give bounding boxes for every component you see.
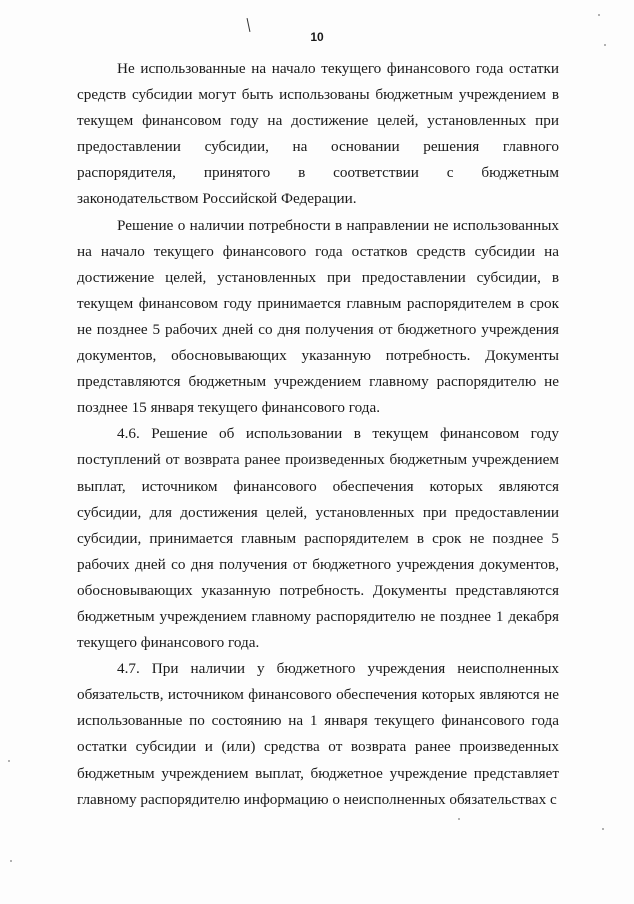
page-number: 10 — [310, 30, 324, 44]
paragraph-section-4-7: 4.7. При наличии у бюджетного учреждения неисполненных обязательств, источником финансового обеспечения которых являются не использованные по состоянию на 1 января текущего финансового года остатки субсидии и (или) средства от возврата ранее произведенных бюджетным учреждением выплат, бюджетное учреждение представляет главному распорядителю информацию о неисполненных обязательствах с — [77, 660, 559, 808]
paragraph-need-decision: Решение о наличии потребности в направлении не использованных на начало текущего финансового года остатков средств субсидии на достижение целей, установленных при предоставлении субсидии, в текущем финансовом году принимается главным распорядителем в срок не позднее 5 рабочих дней со дня получения от бюджетного учреждения документов, обосновывающих указанную потребность. Документы представляются бюджетным учреждением главному распорядителю не позднее 15 января текущего финансового года. — [77, 216, 559, 417]
document-body — [77, 56, 559, 813]
scan-speck — [458, 818, 460, 820]
scan-speck — [602, 828, 604, 830]
scan-speck — [604, 44, 606, 46]
paragraph-remaining-funds: Не использованные на начало текущего финансового года остатки средств субсидии могут быть использованы бюджетным учреждением в текущем финансовом году на достижение целей, установленных при предоставлении субсидии, на основании решения главного распорядителя, принятого в соответствии с бюджетным законодательством Российской Федерации. — [77, 60, 559, 208]
scan-speck — [8, 760, 10, 762]
scan-speck — [10, 860, 12, 862]
scan-speck — [598, 14, 600, 16]
paragraph-section-4-6: 4.6. Решение об использовании в текущем финансовом году поступлений от возврата ранее произведенных бюджетным учреждением выплат, источником финансового обеспечения которых являются субсидии, для достижения целей, установленных при предоставлении субсидии, принимается главным распорядителем в срок не позднее 5 рабочих дней со дня получения от бюджетного учреждения документов, обосновывающих указанную потребность. Документы представляются бюджетным учреждением главному распорядителю не позднее 1 декабря текущего финансового года. — [77, 425, 559, 652]
